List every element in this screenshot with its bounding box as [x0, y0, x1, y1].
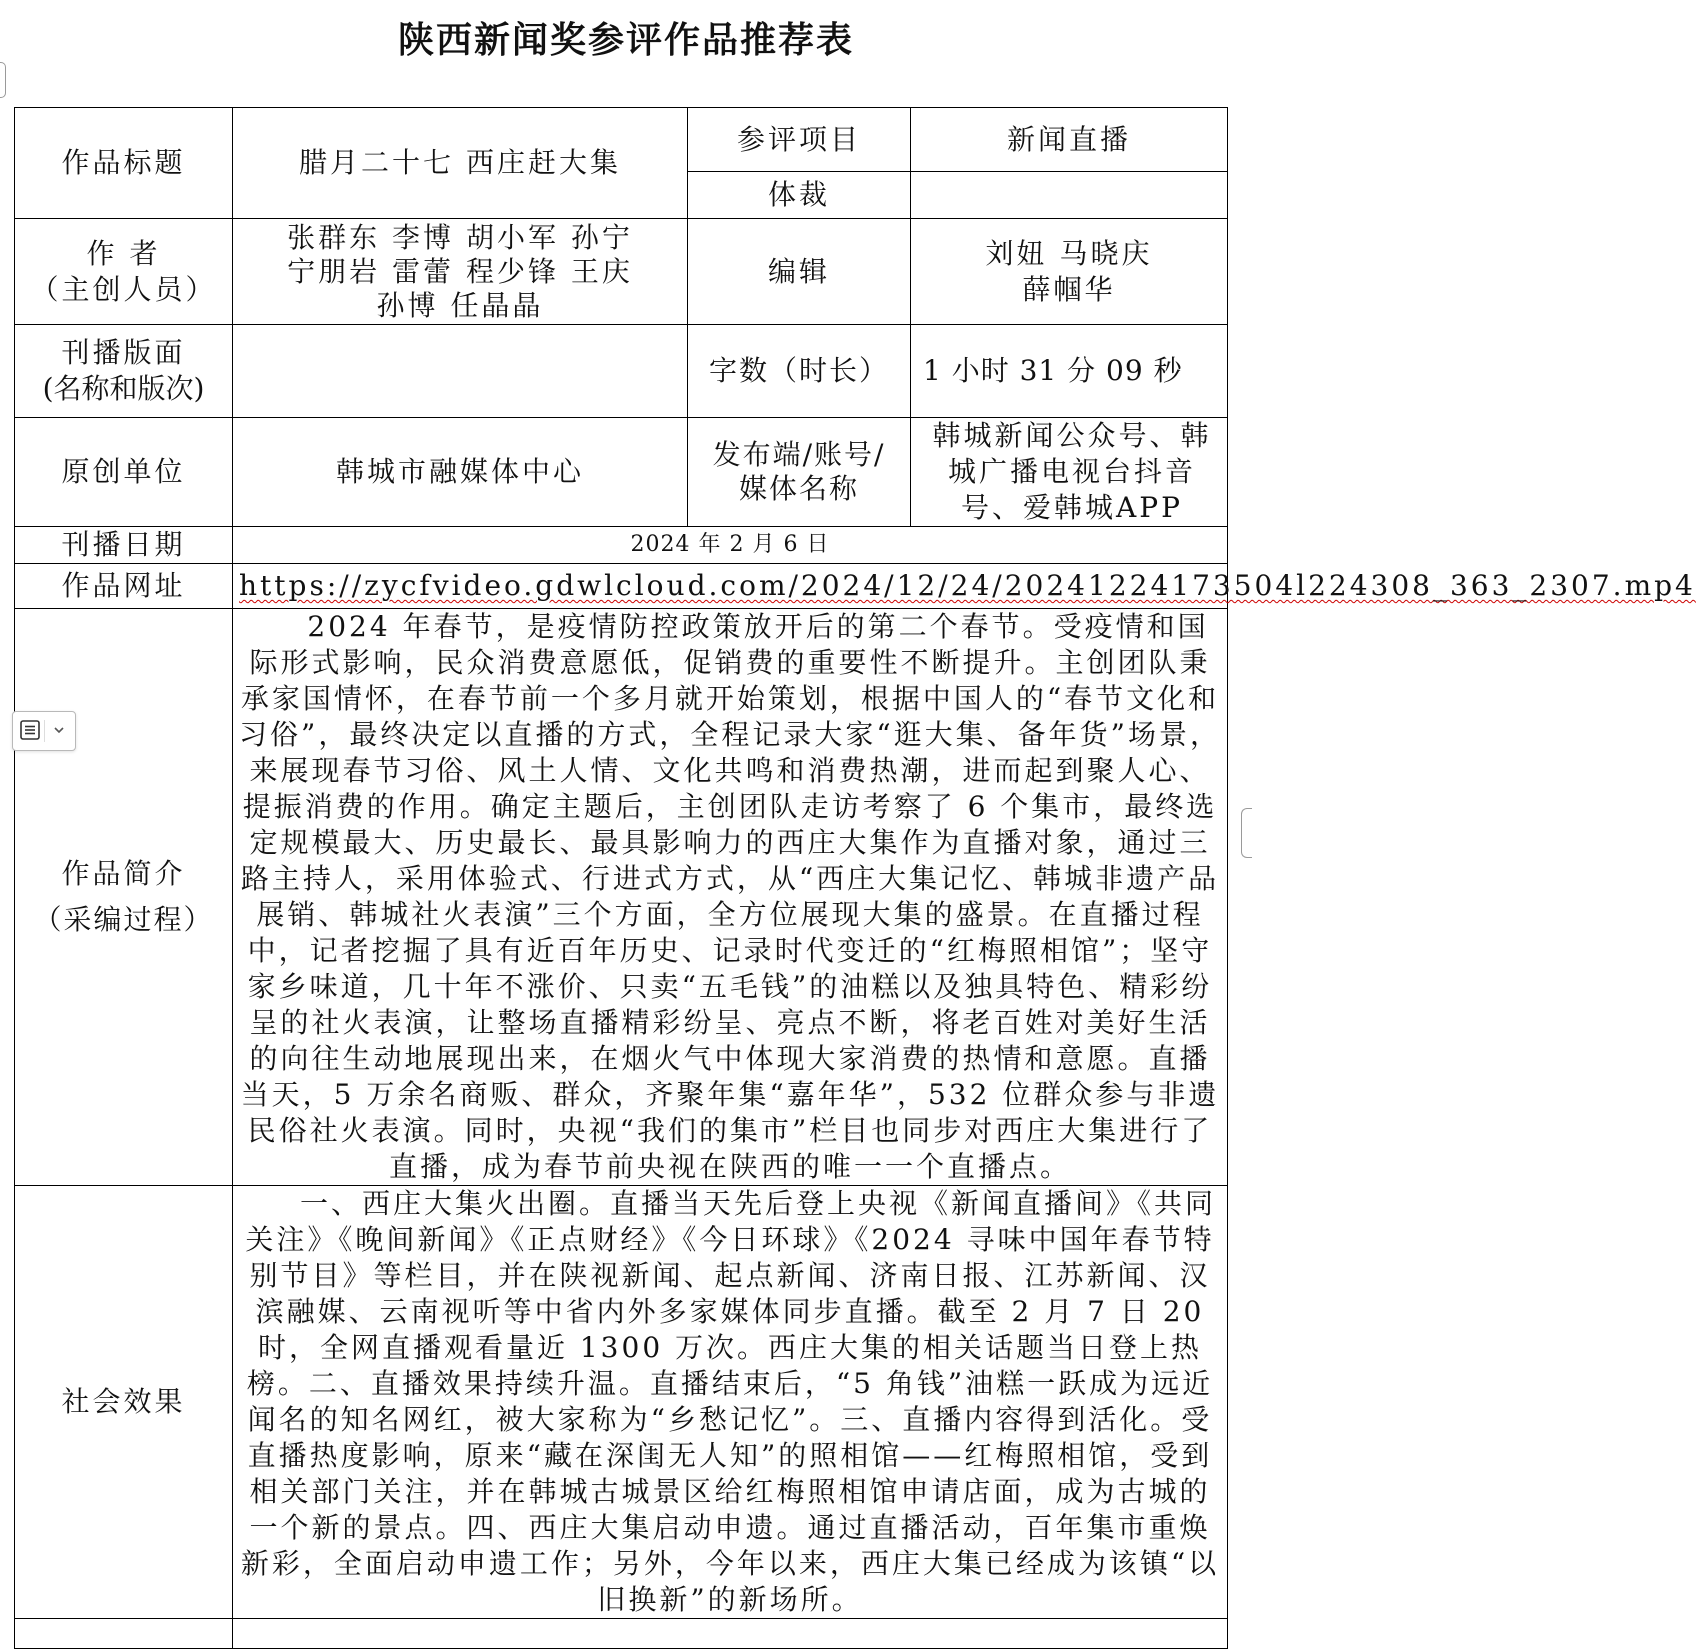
platform-value: 韩城新闻公众号、韩城广播电视台抖音号、爱韩城APP [911, 418, 1228, 527]
url-cell [233, 564, 1696, 609]
category-label: 参评项目 [688, 108, 911, 172]
platform-label-line1: 发布端/账号/ [712, 438, 886, 471]
authors-label [15, 219, 233, 325]
floating-outline-toolbar[interactable] [12, 711, 76, 751]
date-label: 刊播日期 [15, 527, 233, 564]
layout-label-line2: (名称和版次) [42, 372, 205, 405]
unit-label: 原创单位 [15, 418, 233, 527]
editors-line2: 薛帼华 [1022, 272, 1116, 306]
unit-value: 韩城市融媒体中心 [233, 418, 688, 527]
toolbar-divider [44, 720, 45, 742]
editors-value [911, 219, 1228, 325]
list-icon[interactable] [18, 718, 42, 742]
authors-line3: 孙博 任晶晶 [376, 288, 544, 322]
editors-label: 编辑 [688, 219, 911, 325]
layout-label-line1: 刊播版面 [61, 336, 186, 369]
platform-label-line2: 媒体名称 [738, 472, 859, 505]
right-edge-tab[interactable] [1241, 808, 1252, 858]
category-value: 新闻直播 [911, 108, 1228, 172]
intro-label-line2: （采编过程） [33, 903, 214, 936]
chevron-down-icon[interactable] [49, 720, 69, 740]
layout-value [233, 325, 688, 418]
authors-value [233, 219, 688, 325]
effect-label: 社会效果 [15, 1186, 233, 1619]
genre-label: 体裁 [688, 172, 911, 219]
url-link[interactable]: https://zycfvideo.gdwlcloud.com/2024/12/24/20241224173504l224308_363_2307.mp4 [239, 569, 1696, 602]
intro-label-line1: 作品简介 [61, 857, 186, 890]
document-title: 陕西新闻奖参评作品推荐表 [397, 20, 854, 61]
authors-label-line1: 作 者 [86, 236, 161, 270]
url-label: 作品网址 [15, 564, 233, 609]
intro-label [15, 609, 233, 1186]
genre-value [911, 172, 1228, 219]
editors-line1: 刘妞 马晓庆 [985, 236, 1153, 270]
authors-line1: 张群东 李博 胡小军 孙宁 [287, 220, 633, 254]
effect-text: 一、西庄大集火出圈。直播当天先后登上央视《新闻直播间》《共同关注》《晚间新闻》《正点财经》《今日环球》《2024 寻味中国年春节特别节目》等栏目，并在陕视新闻、起点新闻、济南日报、江苏新闻、汉滨融媒、云南视听等中省内外多家媒体同步直播。截至 2 月 7 日 20 时，全网直播观看量近 1300 万次。西庄大集的相关话题当日登上热榜。二、直播效果持续升温。直播结束后，“5 角钱”油糕一跃成为远近闻名的知名网红，被大家称为“乡愁记忆”。三、直播内容得到活化。受直播热度影响，原来“藏在深闺无人知”的照相馆——红梅照相馆，受到相关部门关注，并在韩城古城景区给红梅照相馆申请店面，成为古城的一个新的景点。四、西庄大集启动申遗。通过直播活动，百年集市重焕新彩，全面启动申遗工作；另外，今年以来，西庄大集已经成为该镇“以旧换新”的新场所。 [240, 1187, 1220, 1616]
work-title-label: 作品标题 [15, 108, 233, 219]
length-label: 字数（时长） [688, 325, 911, 418]
next-row-label [15, 1619, 233, 1649]
effect-text-cell [233, 1186, 1228, 1619]
length-value: 1 小时 31 分 09 秒 [911, 325, 1228, 418]
authors-line2: 宁朋岩 雷蕾 程少锋 王庆 [287, 254, 633, 288]
intro-text-cell [233, 609, 1228, 1186]
platform-label [688, 418, 911, 527]
left-edge-tab[interactable] [0, 62, 6, 98]
work-title-value: 腊月二十七 西庄赶大集 [233, 108, 688, 219]
intro-text: 2024 年春节，是疫情防控政策放开后的第二个春节。受疫情和国际形式影响，民众消费意愿低，促销费的重要性不断提升。主创团队秉承家国情怀，在春节前一个多月就开始策划，根据中国人的“春节文化和习俗”，最终决定以直播的方式，全程记录大家“逛大集、备年货”场景，来展现春节习俗、风土人情、文化共鸣和消费热潮，进而起到聚人心、提振消费的作用。确定主题后，主创团队走访考察了 6 个集市，最终选定规模最大、历史最长、最具影响力的西庄大集作为直播对象，通过三路主持人，采用体验式、行进式方式，从“西庄大集记忆、韩城非遗产品展销、韩城社火表演”三个方面，全方位展现大集的盛景。在直播过程中，记者挖掘了具有近百年历史、记录时代变迁的“红梅照相馆”；坚守家乡味道，几十年不涨价、只卖“五毛钱”的油糕以及独具特色、精彩纷呈的社火表演，让整场直播精彩纷呈、亮点不断，将老百姓对美好生活的向往生动地展现出来，在烟火气中体现大家消费的热情和意愿。直播当天，5 万余名商贩、群众，齐聚年集“嘉年华”，532 位群众参与非遗民俗社火表演。同时，央视“我们的集市”栏目也同步对西庄大集进行了直播，成为春节前央视在陕西的唯一一个直播点。 [239, 610, 1221, 1183]
recommendation-form-table [14, 107, 1696, 1649]
date-value: 2024 年 2 月 6 日 [233, 527, 1228, 564]
authors-label-line2: （主创人员） [30, 272, 217, 306]
next-row-value [233, 1619, 1228, 1649]
layout-label [15, 325, 233, 418]
